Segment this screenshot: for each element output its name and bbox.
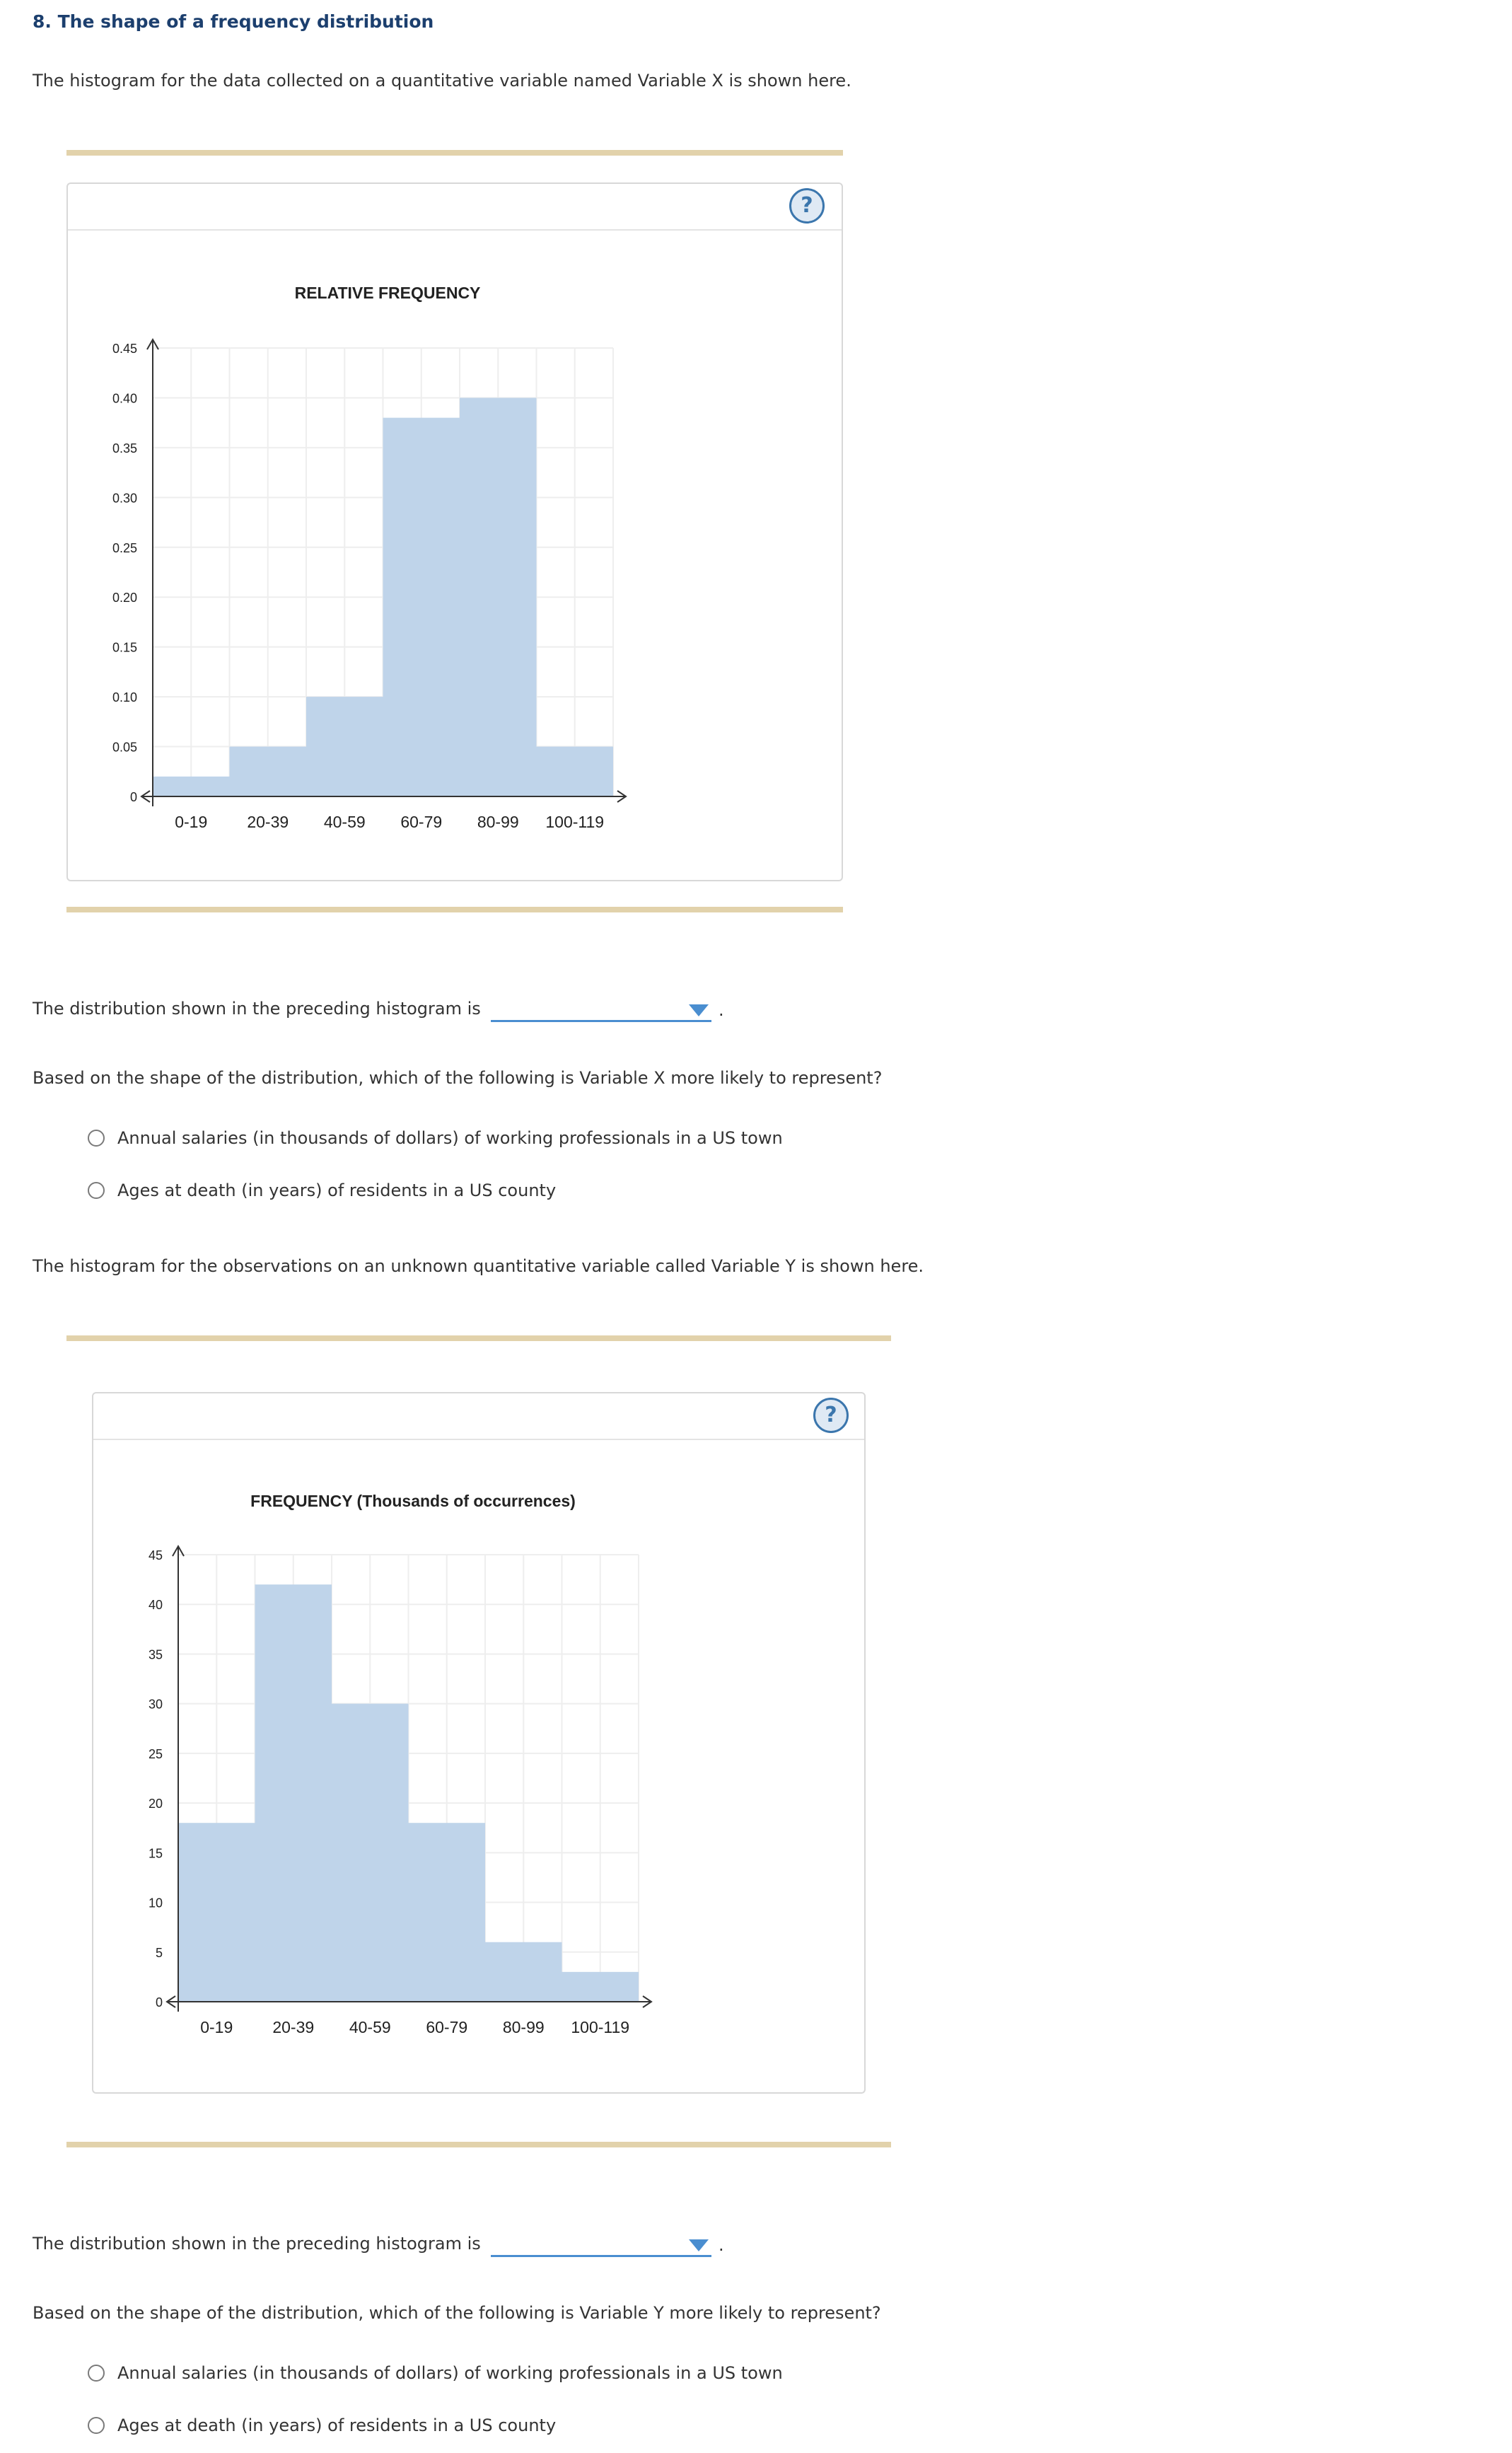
histogram-bar-0-19 [153, 777, 230, 796]
histogram-bar-40-59 [306, 697, 383, 796]
shape-dropdown-y[interactable] [491, 2234, 711, 2257]
x-tick-label: 60-79 [400, 813, 443, 831]
x-tick-label: 60-79 [426, 2018, 468, 2036]
option-y-ages[interactable] [88, 2413, 556, 2437]
divider-top-y [66, 1335, 891, 1341]
option-y-ages-label: Ages at death (in years) of residents in a US county [117, 2416, 557, 2435]
y-tick-label: 30 [148, 1697, 163, 1712]
sentence-period-y: . [719, 2235, 724, 2255]
intro-variable-y: The histogram for the observations on an unknown quantitative variable called Variable Y is shown here. [33, 1256, 924, 1276]
radio-button-icon[interactable] [88, 2365, 105, 2382]
x-tick-label: 100-119 [545, 813, 605, 831]
histogram-bar-100-119 [562, 1972, 639, 2002]
y-tick-label: 0.05 [112, 740, 137, 755]
x-tick-label: 20-39 [247, 813, 289, 831]
y-tick-label: 0.30 [112, 491, 137, 506]
y-tick-label: 45 [148, 1548, 163, 1562]
caret-down-icon [689, 2239, 709, 2251]
y-tick-label: 0 [155, 1995, 163, 2010]
question-shape-x: The distribution shown in the preceding histogram is [33, 999, 481, 1019]
x-tick-label: 40-59 [323, 813, 366, 831]
histogram-bar-20-39 [255, 1584, 332, 2002]
intro-variable-x: The histogram for the data collected on a quantitative variable named Variable X is shown here. [33, 71, 851, 91]
y-tick-label: 40 [148, 1598, 163, 1613]
histogram-bar-100-119 [537, 747, 614, 796]
histogram-chart-y [93, 1393, 864, 2092]
y-tick-label: 0.40 [112, 391, 137, 406]
radio-button-icon[interactable] [88, 1182, 105, 1199]
chart-title: FREQUENCY (Thousands of occurrences) [250, 1492, 576, 1510]
x-tick-label: 20-39 [272, 2018, 315, 2036]
y-tick-label: 0.45 [112, 342, 137, 356]
y-tick-label: 0 [129, 790, 137, 804]
divider-bottom-x [66, 907, 843, 912]
x-tick-label: 0-19 [175, 813, 208, 831]
histogram-bar-60-79 [409, 1823, 486, 2002]
option-y-salaries[interactable] [88, 2361, 783, 2385]
x-tick-label: 80-99 [477, 813, 519, 831]
option-x-salaries[interactable] [88, 1126, 783, 1150]
question-which-x: Based on the shape of the distribution, which of the following is Variable X more likely to represent? [33, 1068, 883, 1088]
histogram-bar-40-59 [332, 1704, 409, 2002]
option-x-ages-label: Ages at death (in years) of residents in a US county [117, 1181, 557, 1200]
shape-dropdown-x[interactable] [491, 999, 711, 1022]
sentence-period-x: . [719, 1000, 724, 1020]
divider-top-x [66, 150, 843, 156]
y-tick-label: 0.35 [112, 441, 137, 456]
divider-bottom-y [66, 2142, 891, 2147]
histogram-panel-y [92, 1392, 866, 2094]
y-tick-label: 0.15 [112, 640, 137, 655]
x-tick-label: 100-119 [571, 2018, 630, 2036]
option-x-ages[interactable] [88, 1178, 556, 1202]
question-shape-y: The distribution shown in the preceding histogram is [33, 2234, 481, 2254]
y-tick-label: 5 [155, 1945, 163, 1960]
option-y-salaries-label: Annual salaries (in thousands of dollars) of working professionals in a US town [117, 2363, 783, 2383]
histogram-panel-x [66, 182, 843, 881]
radio-button-icon[interactable] [88, 1130, 105, 1147]
y-tick-label: 0.20 [112, 591, 137, 605]
y-tick-label: 35 [148, 1647, 163, 1662]
x-tick-label: 80-99 [502, 2018, 545, 2036]
x-tick-label: 40-59 [349, 2018, 391, 2036]
question-mark-icon: ? [825, 1403, 837, 1427]
question-which-y: Based on the shape of the distribution, which of the following is Variable Y more likely to represent? [33, 2303, 881, 2323]
y-tick-label: 0.10 [112, 690, 137, 705]
histogram-bar-20-39 [230, 747, 307, 796]
option-x-salaries-label: Annual salaries (in thousands of dollars) of working professionals in a US town [117, 1128, 783, 1148]
histogram-bar-80-99 [460, 398, 537, 796]
x-tick-label: 0-19 [200, 2018, 233, 2036]
radio-button-icon[interactable] [88, 2417, 105, 2434]
y-tick-label: 20 [148, 1797, 163, 1811]
y-tick-label: 25 [148, 1746, 163, 1761]
question-mark-icon: ? [801, 193, 813, 218]
y-tick-label: 10 [148, 1896, 163, 1910]
histogram-chart-x [68, 184, 842, 880]
y-tick-label: 0.25 [112, 540, 137, 555]
page-title: 8. The shape of a frequency distribution [33, 11, 434, 32]
caret-down-icon [689, 1004, 709, 1016]
y-tick-label: 15 [148, 1846, 163, 1861]
histogram-bar-0-19 [178, 1823, 255, 2002]
chart-title: RELATIVE FREQUENCY [294, 284, 481, 302]
histogram-bar-60-79 [383, 418, 460, 796]
histogram-bar-80-99 [485, 1942, 562, 2002]
